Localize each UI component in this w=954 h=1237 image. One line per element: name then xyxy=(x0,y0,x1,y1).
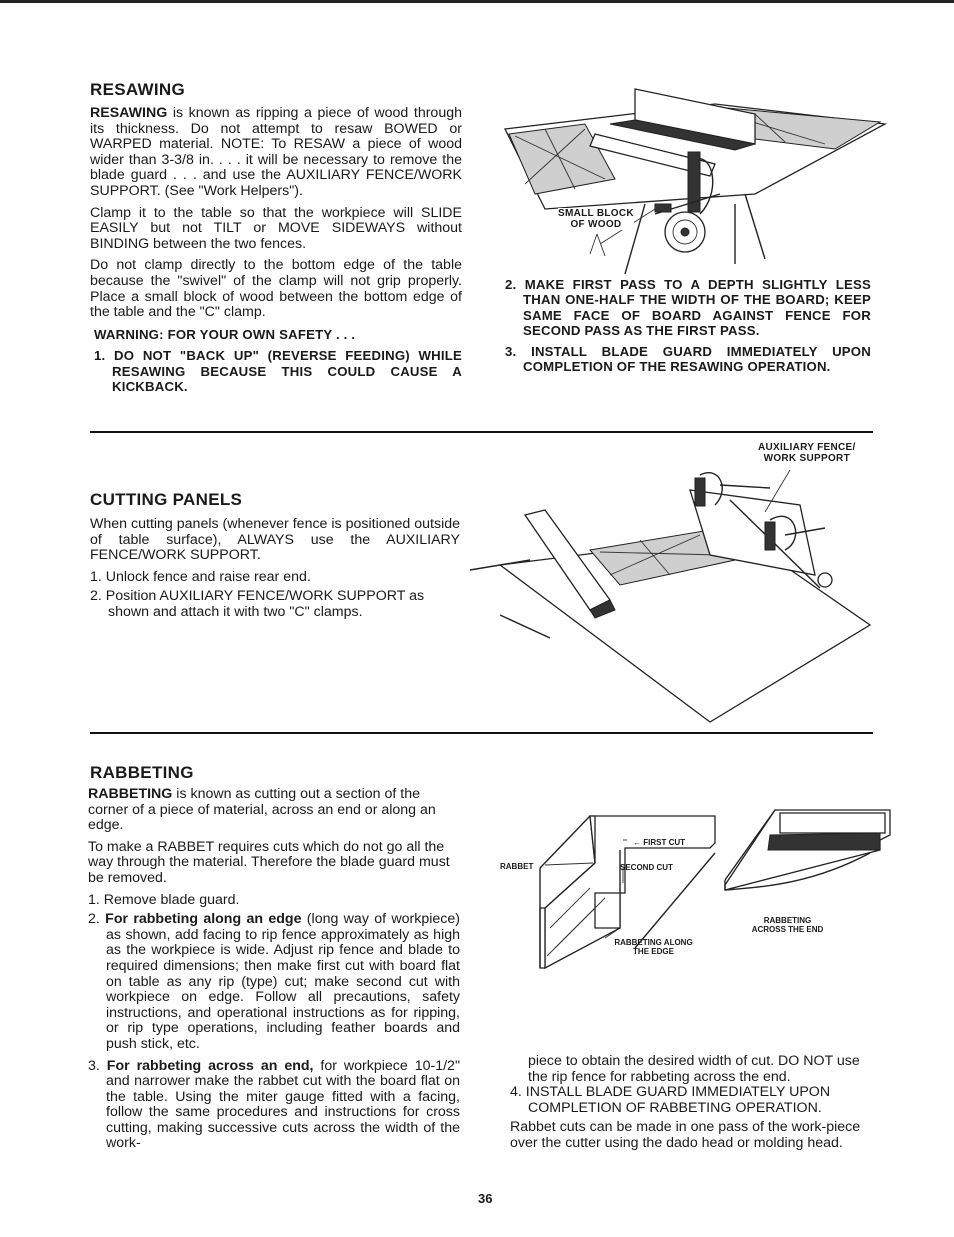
rabbet-across-end-illustration xyxy=(720,805,895,900)
cutting-panels-heading: CUTTING PANELS xyxy=(90,490,243,509)
resawing-illustration xyxy=(505,84,885,274)
step-3-text: for workpiece 10-1/2" and narrower make the rabbet cut with the board flat on the table. Using the miter gauge fitted with a facing, follow the same procedures and instructions for cross cutting, making successive cuts across the width of the work- xyxy=(106,1057,460,1152)
resawing-intro-text: is known as ripping a piece of wood through its thickness. Do not attempt to resaw BOWED or WARPED material. NOTE: To RESAW a piece of wood wider than 3-3/8 in. . . . it will be necessary to remove the blade guard . . . and use the AUXILIARY FENCE/WORK SUPPORT. (See "Work Helpers"). xyxy=(90,105,462,199)
cutting-panels-intro: When cutting panels (whenever fence is positioned outside of table surface), ALWAYS use the AUXILIARY FENCE/WORK SUPPORT. xyxy=(90,516,460,564)
first-cut-text: FIRST CUT xyxy=(643,838,686,847)
aux-fence-label-line2: WORK SUPPORT xyxy=(763,453,850,464)
resawing-warning: WARNING: FOR YOUR OWN SAFETY . . . xyxy=(94,326,356,342)
cutting-panels-step-2: 2. Position AUXILIARY FENCE/WORK SUPPORT as shown and attach it with two "C" clamps. xyxy=(90,588,425,620)
resawing-intro xyxy=(90,106,462,200)
step-3-number: 3. xyxy=(88,1057,107,1074)
of-wood-label: OF WOOD xyxy=(570,219,622,230)
rabbet-across-line1: RABBETING xyxy=(763,916,812,925)
resawing-text-column xyxy=(90,106,462,394)
section-divider-2 xyxy=(90,732,873,734)
rabbet-across-caption xyxy=(745,916,830,934)
resawing-step-1: 1. DO NOT "BACK UP" (REVERSE FEEDING) WHILE RESAWING BECAUSE THIS COULD CAUSE A KICKBACK. xyxy=(94,348,462,394)
resawing-block-para: Do not clamp directly to the bottom edge of the table because the "swivel" of the clamp will not grip properly. Place a small block of wood between the bottom edge of the table and the "C" clamp. xyxy=(90,257,462,321)
rabbeting-step-2 xyxy=(88,912,460,1052)
rabbeting-final-para: Rabbet cuts can be made in one pass of the work-piece over the cutter using the dado head or molding head. xyxy=(510,1119,861,1151)
rabbeting-intro xyxy=(88,787,460,834)
resawing-step-2: 2. MAKE FIRST PASS TO A DEPTH SLIGHTLY LESS THAN ONE-HALF THE WIDTH OF THE BOARD; KEEP SAME FACE OF BOARD AGAINST FENCE FOR SECOND PASS AS THE FIRST PASS. xyxy=(505,277,871,339)
rabbet-across-line2: ACROSS THE END xyxy=(751,925,824,934)
small-block-label: SMALL BLOCK xyxy=(558,208,634,219)
resawing-steps-right xyxy=(505,277,871,374)
rabbeting-heading: RABBETING xyxy=(90,763,194,782)
rabbet-along-line2: THE EDGE xyxy=(633,947,674,956)
rabbeting-right-column xyxy=(510,1054,880,1152)
step-2-text: (long way of workpiece) as shown, add facing to rip fence approximately as high as the workpiece is wide. Adjust rip fence and blade to required dimensions; then make first cut with board flat on table as any rip (type) cut; make second cut with workpiece on edge. Follow all precautions, safety instructions, and operational instructions as for ripping, or rip type operations, including feather boards and push stick, etc. xyxy=(106,911,460,1052)
first-cut-label: ← FIRST CUT xyxy=(633,838,686,847)
resawing-clamp-para: Clamp it to the table so that the workpiece will SLIDE EASILY but not TILT or MOVE SIDEWAYS without BINDING between the two fences. xyxy=(90,204,462,252)
step-2-lead: For rabbeting along an edge xyxy=(105,911,302,928)
rabbet-label: RABBET xyxy=(500,862,534,871)
aux-fence-label-line1: AUXILIARY FENCE/ xyxy=(758,442,856,453)
rabbeting-text-column xyxy=(88,787,460,1152)
rabbeting-step-4: 4. INSTALL BLADE GUARD IMMEDIATELY UPON COMPLETION OF RABBETING OPERATION. xyxy=(510,1084,831,1116)
resawing-heading: RESAWING xyxy=(90,80,185,99)
resawing-lead: RESAWING xyxy=(90,105,168,121)
rabbeting-intro-text: is known as cutting out a section of the corner of a piece of material, across an end or along an edge. xyxy=(88,786,436,834)
cutting-panels-step-1: 1. Unlock fence and raise rear end. xyxy=(90,568,311,585)
rabbeting-lead: RABBETING xyxy=(88,786,173,802)
resawing-step-3: 3. INSTALL BLADE GUARD IMMEDIATELY UPON COMPLETION OF THE RESAWING OPERATION. xyxy=(505,343,871,375)
rabbeting-step-1: 1. Remove blade guard. xyxy=(88,891,240,908)
rabbeting-requirement: To make a RABBET requires cuts which do not go all the way through the material. Therefore the blade guard must be removed. xyxy=(88,838,450,886)
section-divider-1 xyxy=(90,431,873,433)
rabbeting-step-3-continued: piece to obtain the desired width of cut. DO NOT use the rip fence for rabbeting across the end. xyxy=(528,1053,860,1085)
step-2-number: 2. xyxy=(88,911,106,928)
top-border xyxy=(0,0,954,3)
rabbeting-step-3 xyxy=(88,1059,460,1153)
rabbet-along-line1: RABBETING ALONG xyxy=(614,938,693,947)
step-3-lead: For rabbeting across an end, xyxy=(106,1057,314,1074)
page-number: 36 xyxy=(478,1191,493,1206)
rabbet-along-caption xyxy=(606,938,701,956)
cutting-panels-text-column xyxy=(90,517,460,621)
second-cut-label: SECOND CUT xyxy=(620,863,673,872)
resawing-figure-label xyxy=(558,208,634,230)
cutting-panels-illustration xyxy=(470,460,880,725)
